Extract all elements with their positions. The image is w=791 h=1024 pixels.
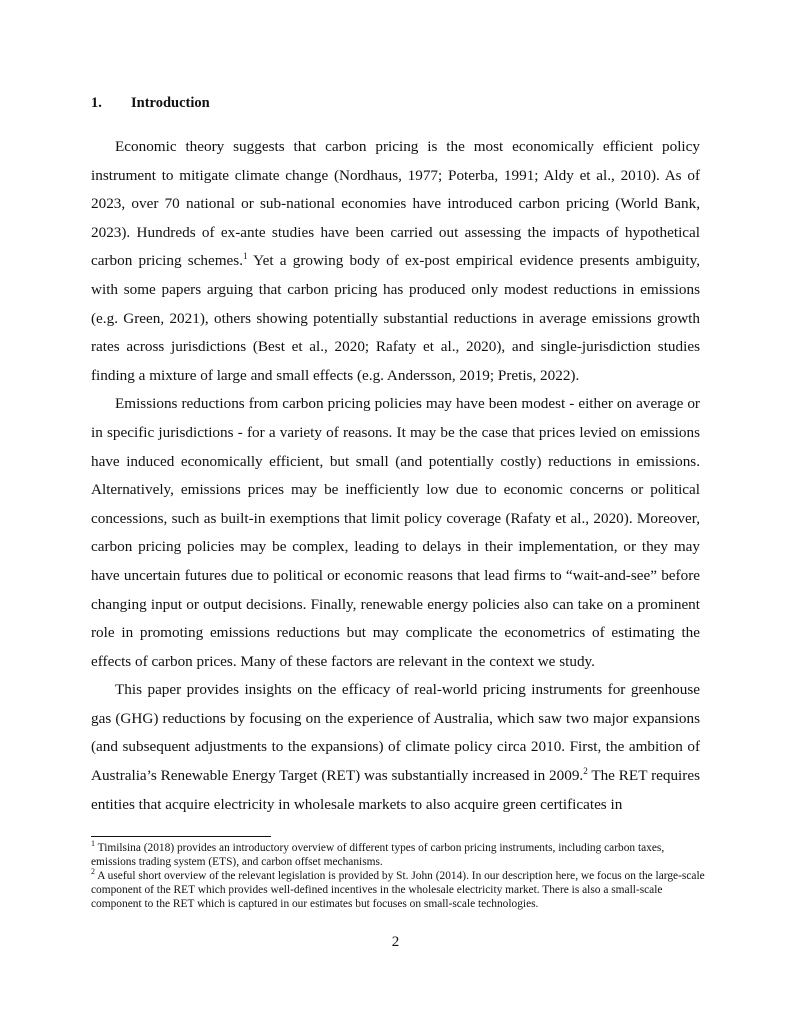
- paragraph-text: Yet a growing body of ex-post empirical evidence presents ambiguity, with some papers arguing that carbon pricing has produced only modest reductions in emissions (e.g. Green, 2021), others showing potentially substantial reductions in average emissions growth rates across jurisdictions (Best et al., 2020; Rafaty et al., 2020), and single-jurisdiction studies finding a mixture of large and small effects (e.g. Andersson, 2019; Pretis, 2022).: [91, 252, 701, 384]
- paragraph-text: This paper provides insights on the efficacy of real-world pricing instruments for greenhouse gas (GHG) reductions by focusing on the experience of Australia, which saw two major expansions (and subsequent adjustments to the expansions) of climate policy circa 2010. First, the ambition of Australia’s Renewable Energy Target (RET) was substantially increased in 2009.: [91, 681, 700, 785]
- footnote-marker: 1: [91, 839, 95, 849]
- body-text: [91, 133, 700, 819]
- paragraph-text: The RET requires entities that acquire electricity in wholesale markets to also acquire green certificates in: [91, 767, 700, 813]
- footnote-ref-2: 2: [583, 766, 588, 776]
- section-number: 1.: [91, 95, 102, 111]
- paragraph-text: Emissions reductions from carbon pricing policies may have been modest - either on average or in specific jurisdictions - for a variety of reasons. It may be the case that prices levied on emissions have induced economically efficient, but small (and potentially costly) reductions in emissions. Alternatively, emissions prices may be inefficiently low due to economic concerns or political concessions, such as built-in exemptions that limit policy coverage (Rafaty et al., 2020). Moreover, carbon pricing policies may be complex, leading to delays in their implementation, or they may have uncertain futures due to political or economic reasons that lead firms to “wait-and-see” before changing input or output decisions. Finally, renewable energy policies also can take on a prominent role in promoting emissions reductions but may complicate the econometrics of estimating the effects of carbon prices. Many of these factors are relevant in the context we study.: [91, 395, 700, 670]
- footnotes: [91, 839, 705, 912]
- section-heading: [91, 95, 210, 112]
- footnote-text: A useful short overview of the relevant legislation is provided by St. John (2014). In our description here, we focus on the large-scale component of the RET which provides well-defined incentives in the wholesale electricity market. There is also a small-scale component to the RET which is captured in our estimates but focuses on small-scale technologies.: [91, 869, 705, 910]
- footnote-marker: 2: [91, 867, 95, 877]
- section-title: Introduction: [131, 95, 210, 111]
- footnote-divider: [91, 836, 271, 837]
- paragraph-3: [91, 676, 700, 819]
- footnote-text: Timilsina (2018) provides an introductory overview of different types of carbon pricing instruments, including carbon taxes, emissions trading system (ETS), and carbon offset mechanisms.: [91, 842, 665, 868]
- footnote-ref-1: 1: [243, 251, 248, 262]
- page-number: 2: [391, 934, 400, 950]
- paragraph-2: [91, 390, 700, 676]
- footnote-2: [91, 867, 705, 912]
- footnote-1: [91, 839, 705, 870]
- paragraph-1: [91, 133, 700, 390]
- paragraph-text: Economic theory suggests that carbon pricing is the most economically efficient policy instrument to mitigate climate change (Nordhaus, 1977; Poterba, 1991; Aldy et al., 2010). As of 2023, over 70 national or sub-national economies have introduced carbon pricing (World Bank, 2023). Hundreds of ex-ante studies have been carried out assessing the impacts of hypothetical carbon pricing schemes.: [91, 138, 700, 270]
